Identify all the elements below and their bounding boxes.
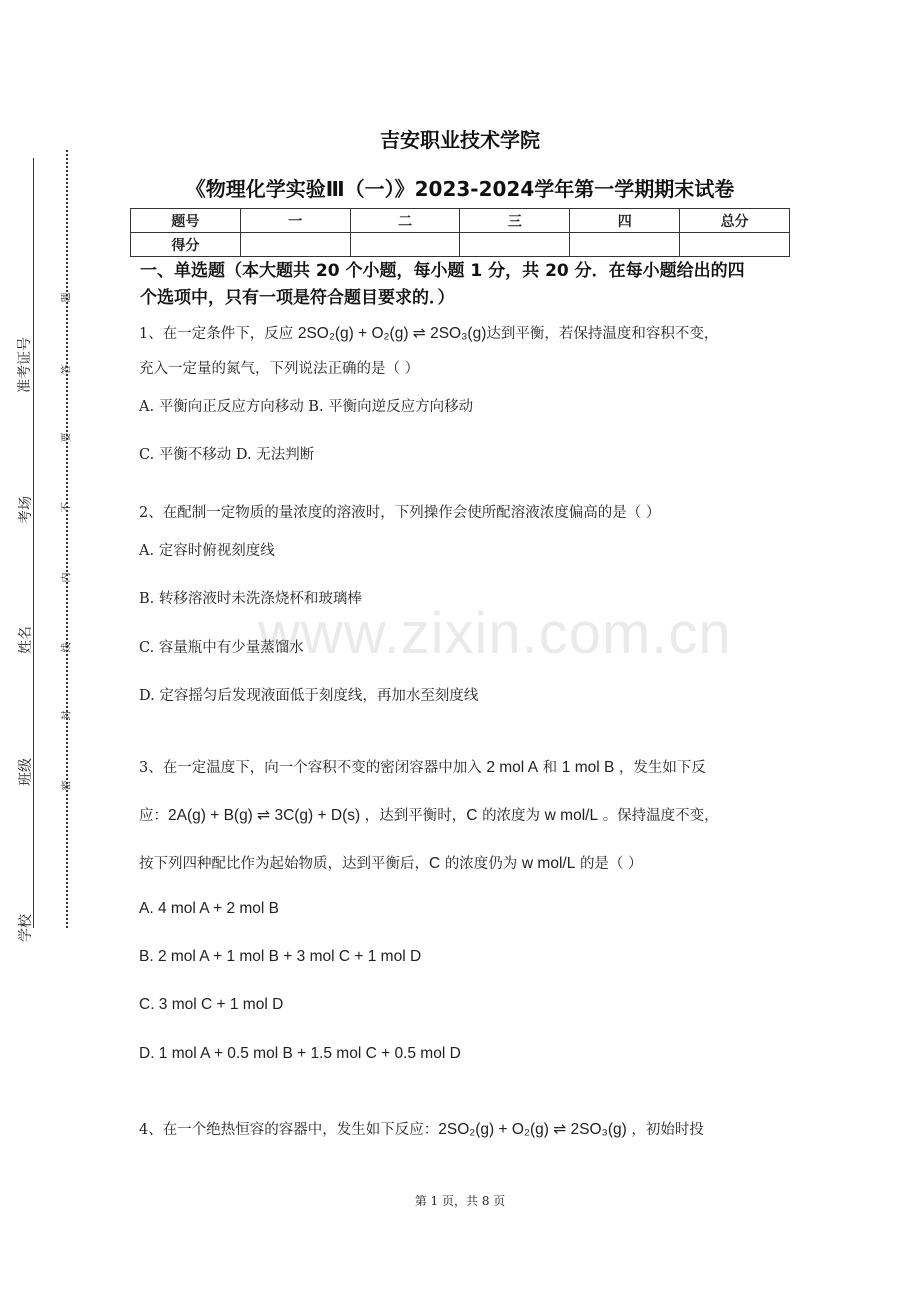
q1-equation: 2SO₂(g) + O₂(g) ⇌ 2SO₃(g) — [297, 325, 487, 342]
q3-equation: 2A(g) + B(g) ⇌ 3C(g) + D(s) — [168, 807, 361, 824]
school-label: 学校 — [18, 914, 34, 942]
admission-number-label: 准考证号 — [17, 337, 33, 393]
question-2-option-b: B. 转移溶液时未洗涤烧杯和玻璃棒 — [139, 591, 362, 607]
table-cell: 得分 — [131, 233, 241, 257]
question-1-options-ab: A. 平衡向正反应方向移动 B. 平衡向逆反应方向移动 — [139, 399, 474, 415]
q3-text: 。保持温度不变， — [602, 808, 719, 824]
score-input-cell[interactable] — [570, 233, 680, 257]
q3-quantity: 2 mol A — [486, 759, 539, 776]
section-heading — [140, 258, 800, 312]
table-cell: 题号 — [131, 209, 241, 233]
score-input-cell[interactable] — [680, 233, 790, 257]
table-cell: 四 — [570, 209, 680, 233]
q3-text: 的是（ ） — [579, 856, 643, 872]
table-row — [131, 233, 790, 257]
exam-title: 《物理化学实验Ⅲ（一）》2023-2024学年第一学期期末试卷 — [185, 177, 735, 201]
question-1-options-cd: C. 平衡不移动 D. 无法判断 — [139, 447, 315, 463]
binding-line — [33, 158, 34, 928]
question-1-stem-line2: 充入一定量的氮气，下列说法正确的是（ ） — [139, 361, 420, 377]
q3-text: 和 — [542, 760, 558, 776]
q3-text: 的浓度为 — [482, 808, 541, 824]
section-heading-line: 个选项中，只有一项是符合题目要求的．） — [140, 288, 455, 308]
seal-char: 密 — [61, 780, 73, 791]
q3-text: 的浓度仍为 — [444, 856, 518, 872]
q3-concentration: w mol/L — [521, 855, 576, 872]
score-input-cell[interactable] — [460, 233, 570, 257]
q4-prefix: 4、在一个绝热恒容的容器中，发生如下反应： — [139, 1122, 439, 1138]
question-4-stem — [139, 1118, 704, 1139]
q4-equation: 2SO₂(g) + O₂(g) ⇌ 2SO₃(g) — [438, 1121, 627, 1138]
table-cell: 三 — [460, 209, 570, 233]
question-3-option-a: A. 4 mol A + 2 mol B — [139, 900, 279, 917]
question-3-option-d: D. 1 mol A + 0.5 mol B + 1.5 mol C + 0.5 mol D — [139, 1045, 461, 1062]
question-3-option-c: C. 3 mol C + 1 mol D — [139, 996, 284, 1013]
q3-quantity: 1 mol B — [561, 759, 615, 776]
q3-text: ，达到平衡时， — [364, 808, 467, 824]
page-footer: 第 1 页，共 8 页 — [414, 1194, 506, 1208]
score-input-cell[interactable] — [350, 233, 460, 257]
question-3-stem-line1 — [139, 756, 706, 777]
seal-char: 答 — [61, 364, 73, 375]
seal-char: 内 — [61, 572, 73, 583]
table-cell: 总分 — [680, 209, 790, 233]
question-1-stem — [139, 322, 718, 343]
seal-char: 线 — [61, 642, 73, 653]
table-row — [131, 209, 790, 233]
question-3-stem-line3 — [139, 852, 643, 873]
q1-prefix: 1、在一定条件下，反应 — [139, 326, 294, 342]
section-heading-line: 一、单选题（本大题共 20 个小题，每小题 1 分，共 20 分．在每小题给出的四 — [140, 261, 745, 281]
score-table — [130, 208, 790, 257]
question-3-stem-line2 — [139, 804, 719, 825]
q3-concentration: w mol/L — [544, 807, 599, 824]
exam-room-label: 考场 — [18, 496, 34, 524]
seal-char: 不 — [61, 502, 73, 513]
table-cell: 一 — [240, 209, 350, 233]
seal-char: 封 — [61, 710, 73, 721]
table-cell: 二 — [350, 209, 460, 233]
question-2-option-a: A. 定容时俯视刻度线 — [139, 543, 275, 559]
q3-text: 3、在一定温度下，向一个容积不变的密闭容器中加入 — [139, 760, 482, 776]
q3-text: 按下列四种配比作为起始物质，达到平衡后， — [139, 856, 429, 872]
score-input-cell[interactable] — [240, 233, 350, 257]
question-3-option-b: B. 2 mol A + 1 mol B + 3 mol C + 1 mol D — [139, 948, 422, 965]
seal-char: 要 — [61, 432, 73, 443]
question-2-option-c: C. 容量瓶中有少量蒸馏水 — [139, 640, 304, 656]
school-name: 吉安职业技术学院 — [380, 128, 540, 152]
q3-text: 应： — [139, 808, 168, 824]
q4-suffix: ，初始时投 — [631, 1122, 704, 1138]
q3-text: ，发生如下反 — [618, 760, 706, 776]
name-label: 姓名 — [18, 626, 34, 654]
class-label: 班级 — [18, 758, 34, 786]
question-2-option-d: D. 定容摇匀后发现液面低于刻度线，再加水至刻度线 — [139, 688, 479, 704]
seal-char: 题 — [61, 292, 73, 303]
seal-dotted-line — [66, 150, 68, 928]
q3-species: C — [466, 807, 478, 824]
q3-species: C — [429, 855, 441, 872]
question-2-stem: 2、在配制一定物质的量浓度的溶液时，下列操作会使所配溶液浓度偏高的是（ ） — [139, 505, 661, 521]
q1-suffix: 达到平衡，若保持温度和容积不变， — [486, 326, 719, 342]
watermark: www.zixin.com.cn — [258, 601, 732, 666]
